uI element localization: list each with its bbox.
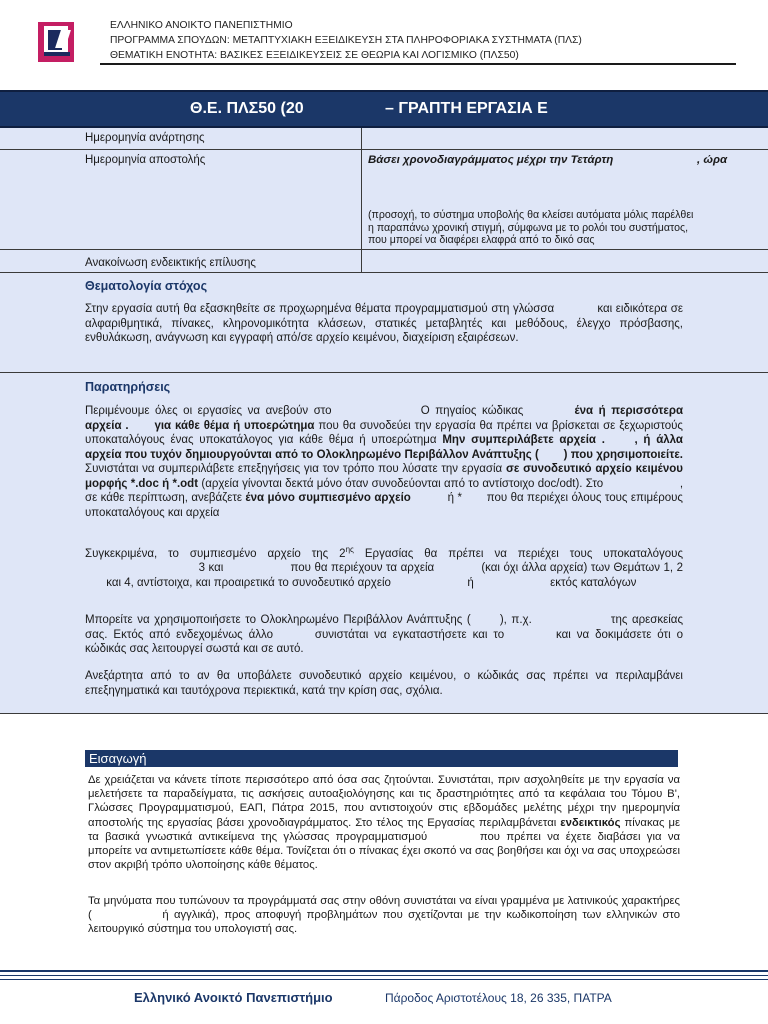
title-right: – ΓΡΑΠΤΗ ΕΡΓΑΣΙΑ Ε [385, 100, 548, 117]
remarks-p2-text: (και όχι άλλα αρχεία) των Θεμάτων 1, 2 [481, 562, 684, 575]
remarks-p1-text: που θα συνοδεύει την εργασία θα πρέπει να βρίσκεται σε ξεχωριστούς υποκαταλόγους ένας υποκατάλογος για κάθε θέμα ή υποερώτημα [85, 419, 683, 446]
intro-paragraph-2 [88, 894, 680, 937]
goal-heading: Θεματολογία στόχος [85, 279, 208, 293]
remarks-p1-text: (αρχεία γίνονται δεκτά μόνο όταν συνοδεύονται από το αντίστοιχο doc/odt). Στο [201, 477, 604, 490]
remarks-p1-text: Περιμένουμε όλες οι εργασίες να ανεβούν στο [85, 405, 332, 417]
row-posted-date [0, 128, 768, 150]
goal-text-part-1: Στην εργασία αυτή θα εξασκηθείτε σε προχωρημένα θέματα προγραμματισμού στη γλώσσα [85, 303, 555, 315]
submit-note [368, 209, 738, 247]
remarks-p2-text: ή [467, 576, 474, 589]
remarks-p3-text: Μπορείτε να χρησιμοποιήσετε το Ολοκληρωμένο Περιβάλλον Ανάπτυξης ( [85, 614, 471, 626]
remarks-p2-text: 3 και [198, 562, 224, 575]
remarks-p1-bold: , ή άλλα αρχεία που τυχόν δημιουργούνται από το Ολοκληρωμένο Περιβάλλον Ανάπτυξης ( [85, 434, 683, 461]
goal-section [0, 273, 768, 373]
goal-text [85, 302, 683, 346]
goal-text-part-2: και ειδικότερα σε αλφαριθμητικά, πίνακες, κληρονομικότητα κλάσεων, στατικές μεταβλητές και μεθόδους, έλεγχο πρόσβασης, ενθυλάκωση, ανάγνωση και εγγραφή από/σε αρχείο κειμένου, διαχείριση εξαιρέσεων. [85, 303, 683, 344]
remarks-p1-bold: ένα μόνο συμπιεσμένο αρχείο [245, 492, 411, 504]
footer-address: Πάροδος Αριστοτέλους 18, 26 335, ΠΑΤΡΑ [385, 991, 612, 1005]
submit-note-line-3: που μπορεί να διαφέρει ελαφρά από το δικό σας [368, 234, 595, 246]
submit-note-line-1: (προσοχή, το σύστημα υποβολής θα κλείσει αυτόματα μόλις παρέλθει [368, 209, 694, 221]
remarks-section [0, 373, 768, 714]
remarks-p3-text: της αρεσκείας σας. Εκτός από ενδεχομένως άλλο [85, 614, 684, 641]
remarks-p3-text: ), π.χ. [499, 614, 532, 626]
submit-date-value: Βάσει χρονοδιαγράμματος μέχρι την Τετάρτη [368, 154, 614, 166]
remarks-p1-bold: για κάθε θέμα ή υποερώτημα [154, 419, 315, 432]
intro-p1-text: Δε χρειάζεται να κάνετε τίποτε περισσότερο από όσα σας ζητούνται. Συνιστάται, πριν ασχοληθείτε με την εργασία να μελετήσετε τα παραδείγματα, τις ασκήσεις αυτοαξιολόγησης και τις δραστηριότητες από τα κεφάλαια του Τόμου Β', Γλώσσες Προγραμματισμού, ΕΑΠ, Πάτρα 2015, που αντιστοιχούν στις εβδομάδες μελέτης μέχρι την ημερομηνία αποστολής της εργασίας βάσει χρονοδιαγράμματος. Στο τέλος της Εργασίας περιλαμβάνεται [88, 774, 680, 829]
remarks-p1-bold: ένα ή περισσότερα αρχεία . [85, 405, 684, 432]
header-divider [100, 63, 736, 65]
submit-date-time: , ώρα [697, 154, 728, 166]
remarks-paragraph-1 [85, 404, 683, 520]
remarks-p2-text: εκτός καταλόγων [550, 576, 637, 589]
university-logo [38, 22, 74, 62]
row-solution-date [0, 250, 768, 273]
solution-date-label: Ανακοίνωση ενδεικτικής επίλυσης [85, 257, 256, 269]
remarks-p1-bold: ) που χρησιμοποιείτε. [563, 448, 683, 461]
remarks-p1-text: Συνιστάται να συμπεριλάβετε επεξηγήσεις για τον τρόπο που λύσατε την εργασία [85, 463, 503, 475]
footer-organization: Ελληνικό Ανοικτό Πανεπιστήμιο [134, 990, 333, 1005]
intro-p1-bold: ενδεικτικός [560, 816, 621, 829]
dates-table [0, 128, 768, 273]
remarks-paragraph-2 [85, 543, 683, 590]
remarks-p1-text: , σε κάθε περίπτωση, ανεβάζετε [85, 477, 684, 504]
header-university: ΕΛΛΗΝΙΚΟ ΑΝΟΙΚΤΟ ΠΑΝΕΠΙΣΤΗΜΙΟ [110, 20, 293, 31]
remarks-p1-text: ή * [447, 492, 462, 504]
title-left: Θ.Ε. ΠΛΣ50 (20 [190, 100, 304, 117]
intro-p1-text: που πρέπει να έχετε διαβάσει για να μπορείτε να αντιμετωπίσετε κάθε θέμα. Τονίζεται ότι ο πίνακας έχει σκοπό να σας βοηθήσει και όχι να σας υποχρεώσει στον ακριβή τρόπο υλοποίησης κάθε θέματος. [88, 830, 681, 872]
header-program: ΠΡΟΓΡΑΜΜΑ ΣΠΟΥΔΩΝ: ΜΕΤΑΠΤΥΧΙΑΚΗ ΕΞΕΙΔΙΚΕΥΣΗ ΣΤΑ ΠΛΗΡΟΦΟΡΙΑΚΑ ΣΥΣΤΗΜΑΤΑ (ΠΛΣ) [110, 35, 582, 46]
submit-note-line-2: η παραπάνω χρονική στιγμή, σύμφωνα με το ρολόι του συστήματος, [368, 221, 689, 234]
remarks-p1-bold: σε συνοδευτικό αρχείο κειμένου μορφής *.doc ή *.odt [85, 463, 683, 490]
remarks-p3-text: και να δοκιμάσετε ότι ο κώδικάς σας λειτουργεί σωστά και σε αυτό. [85, 628, 683, 655]
remarks-p2-text: και 4, αντίστοιχα, και προαιρετικά το συνοδευτικό αρχείο [106, 576, 391, 589]
remarks-p2-superscript: ης [345, 545, 354, 554]
intro-p2-text: Τα μηνύματα που τυπώνουν τα προγράμματά σας στην οθόνη συνιστάται να είναι γραμμένα με λατινικούς χαρακτήρες ( [88, 895, 680, 922]
row-submit-date [0, 150, 768, 250]
remarks-p2-text: που θα περιέχουν τα αρχεία [290, 562, 435, 575]
header-module: ΘΕΜΑΤΙΚΗ ΕΝΟΤΗΤΑ: ΒΑΣΙΚΕΣ ΕΞΕΙΔΙΚΕΥΣΕΙΣ ΣΕ ΘΕΩΡΙΑ ΚΑΙ ΛΟΓΙΣΜΙΚΟ (ΠΛΣ50) [110, 50, 519, 61]
intro-paragraph-1 [88, 773, 680, 872]
posted-date-label: Ημερομηνία ανάρτησης [85, 132, 205, 144]
remarks-p1-bold: Μην συμπεριλάβετε αρχεία . [442, 434, 605, 446]
intro-p2-text: ή αγγλικά), προς αποφυγή προβλημάτων που σχετίζονται με την κωδικοποίηση των ελληνικών στο λειτουργικό σύστημα του υπολογιστή σας. [88, 909, 681, 936]
remarks-paragraph-3 [85, 613, 683, 657]
footer-rule [0, 979, 768, 980]
remarks-p2-text: Εργασίας θα πρέπει να περιέχει τους υποκαταλόγους [364, 547, 684, 560]
remarks-p3-text: συνιστάται να εγκαταστήσετε και το [314, 628, 505, 641]
remarks-paragraph-4: Ανεξάρτητα από το αν θα υποβάλετε συνοδευτικό αρχείο κειμένου, ο κώδικάς σας πρέπει να περιλαμβάνει επεξηγηματικά και ταυτόχρονα περιεκτικά, κατά την κρίση σας, σχόλια. [85, 670, 683, 697]
footer-rule [0, 970, 768, 972]
footer-rule [0, 975, 768, 976]
remarks-heading: Παρατηρήσεις [85, 380, 171, 394]
assignment-title-bar [0, 90, 768, 128]
document-header [110, 18, 582, 63]
intro-p1-text: πίνακας με τα βασικά γνωστικά αντικείμενα της γλώσσας προγραμματισμού [88, 816, 681, 843]
submit-date-label: Ημερομηνία αποστολής [85, 154, 206, 166]
remarks-p2-text: Συγκεκριμένα, το συμπιεσμένο αρχείο της 2 [85, 547, 346, 560]
remarks-p1-text: που θα περιέχει όλους τους επιμέρους υποκαταλόγους και αρχεία [85, 492, 683, 519]
intro-heading: Εισαγωγή [85, 750, 678, 767]
remarks-p1-text: Ο πηγαίος κώδικας [420, 405, 524, 417]
